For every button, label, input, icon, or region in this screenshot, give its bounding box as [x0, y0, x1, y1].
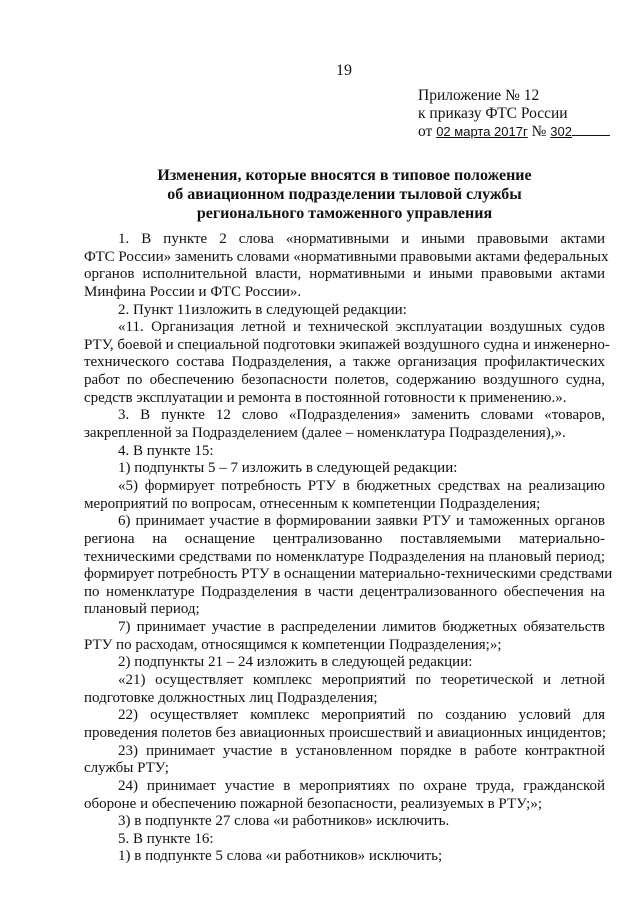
text-line: «11. Организация летной и технической эксплуатации воздушных судов [118, 319, 605, 336]
text-line: подготовке должностных лиц Подразделения; [84, 689, 378, 706]
order-date: 02 марта 2017г [436, 124, 528, 139]
paragraph [84, 619, 605, 654]
paragraph [84, 672, 605, 707]
paragraph [84, 513, 613, 619]
text-line: 6) принимает участие в формировании заявки РТУ и таможенных органов [118, 513, 605, 530]
title-line: Изменения, которые вносятся в типовое положение [157, 167, 532, 184]
page-number: 19 [336, 62, 352, 79]
text-line: 24) принимает участие в мероприятиях по охране труда, гражданской [118, 777, 605, 794]
paragraph [84, 443, 605, 461]
text-line: 3. В пункте 12 слово «Подразделения» заменить словами «товаров, [118, 407, 605, 424]
title-line: регионального таможенного управления [196, 205, 493, 222]
text-line: 4. В пункте 15: [118, 442, 214, 459]
paragraph [84, 302, 605, 320]
paragraph [84, 478, 605, 513]
appendix-from: от [418, 123, 437, 140]
text-line: Минфина России и ФТС России». [84, 283, 302, 300]
text-line: ФТС России» заменить словами «нормативными правовыми актами федеральных [84, 248, 609, 265]
text-line: по номенклатуре Подразделения в части децентрализованного обеспечения на [84, 583, 605, 600]
text-line: 2) подпункты 21 – 24 изложить в следующей редакции: [118, 654, 473, 671]
number-label: № [527, 123, 551, 140]
text-line: РТУ, боевой и специальной подготовки экипажей воздушного судна и инженерно- [84, 336, 610, 353]
text-line: техническими средствами по номенклатуре Подразделения на плановый период; [84, 548, 605, 565]
text-line: органов исполнительной власти, нормативными и иными правовыми актами [84, 266, 605, 283]
paragraph [84, 778, 605, 813]
text-line: работ по обеспечению безопасности полетов, содержанию воздушного судна, [84, 372, 605, 389]
text-line: 2. Пункт 11изложить в следующей редакции: [118, 301, 407, 318]
appendix-block [418, 87, 610, 141]
text-line: «21) осуществляет комплекс мероприятий по теоретической и летной [118, 672, 605, 689]
appendix-line-3 [418, 123, 610, 141]
document-body [84, 231, 613, 866]
text-line: 5. В пункте 16: [118, 830, 214, 847]
title-line: об авиационном подразделении тыловой службы [167, 186, 522, 203]
paragraph [84, 743, 605, 778]
text-line: 22) осуществляет комплекс мероприятий по созданию условий для [118, 707, 605, 724]
text-line: 1. В пункте 2 слова «нормативными и иными правовыми актами [118, 231, 605, 247]
text-line: средств эксплуатации и ремонта в постоянной готовности к применению.». [84, 389, 567, 406]
order-number: 302 [550, 124, 572, 139]
text-line: РТУ по расходам, относящимся к компетенции Подразделения;»; [84, 636, 502, 653]
text-line: плановый период; [84, 601, 200, 618]
text-line: 1) в подпункте 5 слова «и работников» исключить; [118, 848, 443, 865]
text-line: технического состава Подразделения, а также организация профилактических [84, 354, 605, 371]
paragraph [84, 460, 605, 478]
text-line: закрепленной за Подразделением (далее – номенклатура Подразделения),». [84, 425, 566, 442]
appendix-line-2: к приказу ФТС России [418, 105, 568, 122]
paragraph [84, 231, 609, 302]
text-line: формирует потребность РТУ в оснащении материально-техническими средствами [84, 566, 613, 583]
underline [572, 134, 610, 136]
text-line: 1) подпункты 5 – 7 изложить в следующей редакции: [118, 460, 458, 477]
text-line: проведения полетов без авиационных происшествий и авиационных инцидентов; [84, 724, 607, 741]
text-line: службы РТУ; [84, 760, 169, 777]
text-line: 23) принимает участие в установленном порядке в работе контрактной [118, 742, 605, 759]
text-line: 3) в подпункте 27 слова «и работников» исключить. [118, 813, 450, 830]
paragraph [84, 813, 605, 831]
paragraph [84, 831, 605, 849]
paragraph [84, 407, 605, 442]
text-line: «5) формирует потребность РТУ в бюджетных средствах на реализацию [118, 477, 605, 494]
text-line: региона на оснащение централизованно поставляемыми материально- [84, 530, 605, 547]
paragraph [84, 319, 610, 407]
paragraph [84, 707, 605, 742]
text-line: 7) принимает участие в распределении лимитов бюджетных обязательств [118, 619, 605, 636]
text-line: обороне и обеспечению пожарной безопасности, реализуемых в РТУ;»; [84, 795, 543, 812]
paragraph [84, 848, 605, 866]
appendix-line-1: Приложение № 12 [418, 87, 540, 104]
document-title [84, 166, 605, 223]
text-line: мероприятий по вопросам, отнесенным к компетенции Подразделения; [84, 495, 541, 512]
paragraph [84, 654, 605, 672]
